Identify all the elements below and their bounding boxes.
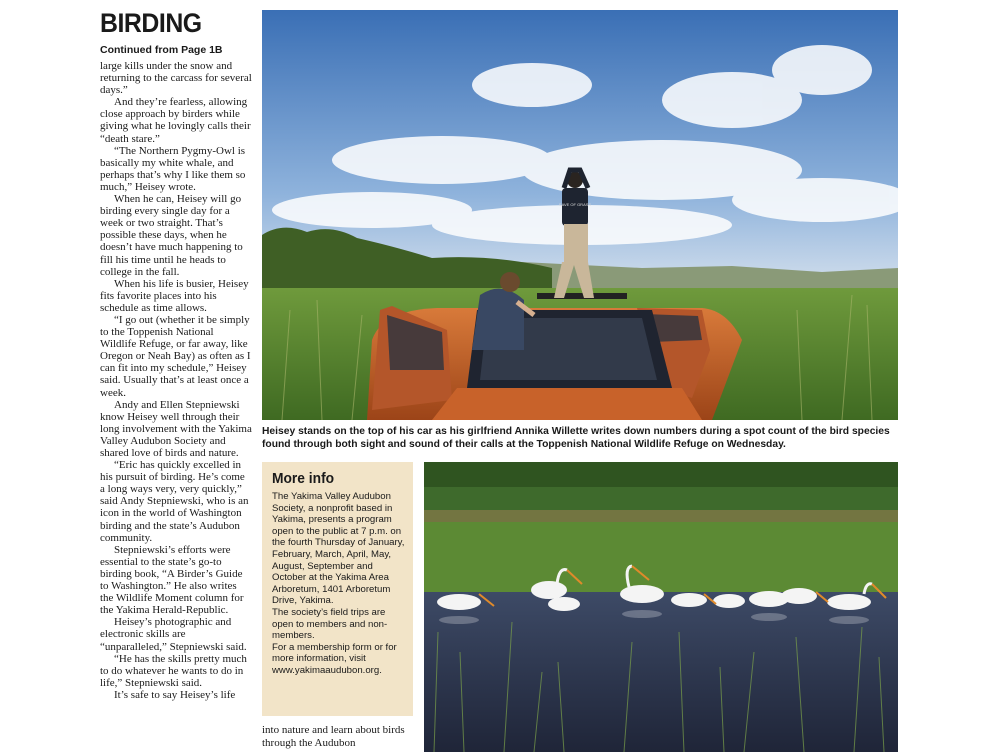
article-column — [100, 8, 252, 701]
body-paragraph: Stepniewski’s efforts were essential to the state’s go-to birding book, “A Birder’s Guide to Washington.” He also writes the Wildlife Moment column for the Yakima Herald-Republic. — [100, 543, 244, 617]
car — [367, 293, 742, 420]
body-paragraph: Heisey’s photographic and electronic skills are “unparalleled,” Stepniewski said. — [100, 616, 247, 653]
car-photo-illustration — [262, 10, 898, 420]
headline: BIRDING — [100, 8, 202, 38]
photo-caption: Heisey stands on the top of his car as his girlfriend Annika Willette writes down numbers during a spot count of the bird species found through both sight and sound of their calls at the Toppenish National Wildlife Refuge on Wednesday. — [262, 426, 890, 450]
body-paragraph: large kills under the snow and returning to the carcass for several days.” — [100, 60, 252, 97]
info-box-paragraph: The society’s field trips are open to members and non-members. — [272, 606, 388, 642]
body-paragraph: When his life is busier, Heisey fits favorite places into his schedule as time allows. — [100, 277, 249, 314]
info-box-title: More info — [272, 470, 335, 487]
car-photo — [262, 10, 898, 420]
body-paragraph: When he can, Heisey will go birding every single day for a week or two straight. That’s possible these days, when he doesn’t have much happening to fill his time until he heads to college in the fall. — [100, 193, 243, 278]
info-box-paragraph: For a membership form or for more information, visit www.yakimaaudubon.org. — [272, 641, 397, 676]
body-paragraph: It’s safe to say Heisey’s life — [114, 688, 236, 701]
body-paragraph: And they’re fearless, allowing close approach by birders while giving what he lovingly calls their “death stare.” — [100, 96, 251, 145]
jump-line: Continued from Page 1B — [100, 44, 223, 56]
continued-text: into nature and learn about birds through the Audubon — [262, 724, 405, 749]
pelican-photo-illustration — [424, 462, 898, 752]
body-paragraph: “The Northern Pygmy-Owl is basically my white whale, and perhaps that’s why I like them so much,” Heisey wrote. — [100, 144, 246, 193]
body-paragraph: “Eric has quickly excelled in his pursuit of birding. He’s come a long ways very, very quickly,” said Andy Stepniewski, who is an icon in the world of Washington birding and the state’s Audubon community. — [100, 459, 249, 544]
pelican-photo — [424, 462, 898, 752]
more-info-box — [262, 462, 413, 716]
shirt-text: SAVE OF GRASS — [558, 202, 592, 207]
info-box-paragraph: The Yakima Valley Audubon Society, a nonprofit based in Yakima, presents a program open to the public at 7 p.m. on the fourth Thursday of January, February, March, April, May, August, September and October at the Yakima Area Arboretum, 1401 Arboretum Drive, Yakima. — [272, 491, 405, 607]
body-paragraph: “He has the skills pretty much to do whatever he wants to do in life,” Stepniewski said. — [100, 652, 247, 689]
body-paragraph: “I go out (whether it be simply to the Toppenish National Wildlife Refuge, or far away, like Oregon or Neah Bay) as often as I can fit into my schedule,” Heisey said. Usually that’s at least once a week. — [100, 313, 251, 399]
body-paragraph: Andy and Ellen Stepniewski know Heisey well through their long involvement with the Yakima Valley Audubon Society and shared love of birds and nature. — [100, 398, 252, 459]
